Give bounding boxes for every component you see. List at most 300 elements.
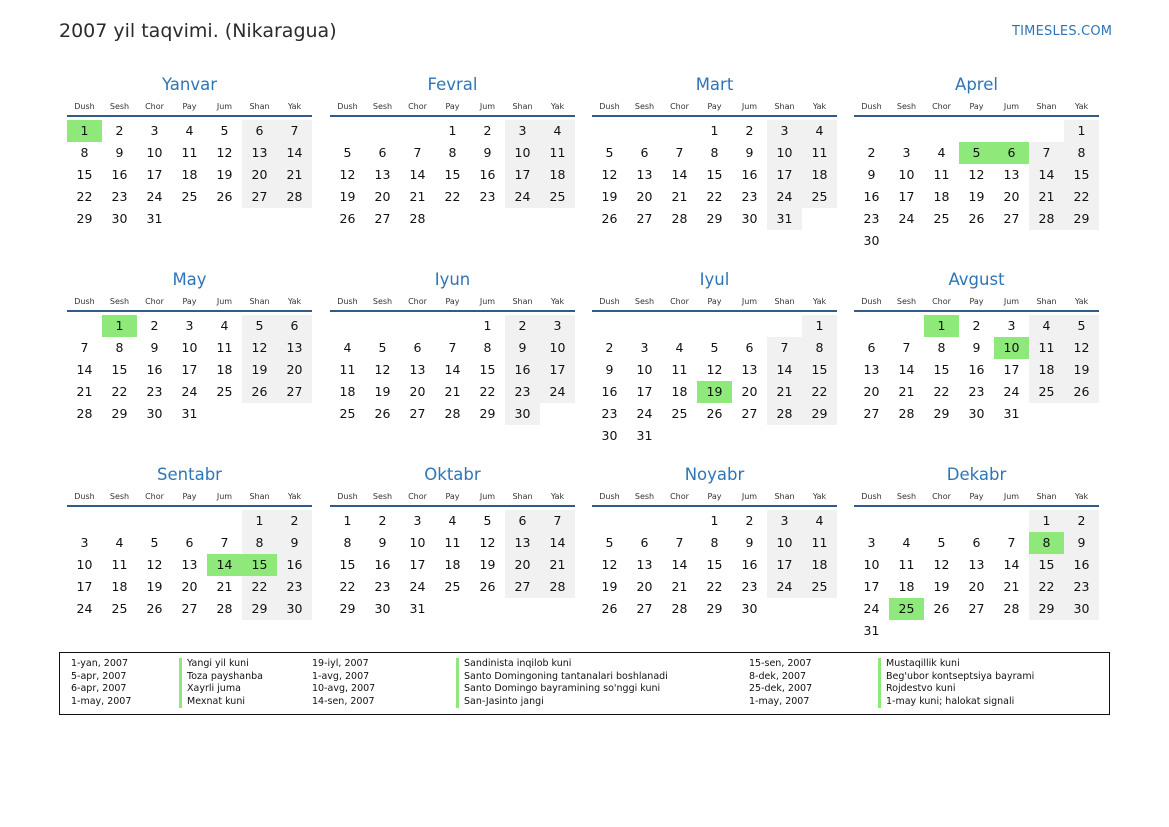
day-cell: 7 [220, 535, 229, 550]
day-cell: 13 [741, 362, 758, 377]
day-cell: 9 [1064, 532, 1099, 554]
day-cell: 12 [374, 362, 391, 377]
day-cell: 20 [636, 579, 653, 594]
day-cell: 3 [505, 120, 540, 142]
day-cell: 22 [933, 384, 950, 399]
weekday-label: Pay [969, 296, 984, 306]
empty-cell [592, 120, 627, 142]
day-cell: 24 [636, 406, 653, 421]
day-cell: 4 [115, 535, 124, 550]
legend-date: 15-sen, 2007 [749, 658, 812, 669]
empty-cell [924, 510, 959, 532]
day-cell: 15 [76, 167, 93, 182]
day-cell: 23 [505, 381, 540, 403]
empty-cell [365, 315, 400, 337]
day-cell: 16 [111, 167, 128, 182]
day-cell: 13 [242, 142, 277, 164]
day-cell: 22 [802, 381, 837, 403]
day-cell: 29 [706, 601, 723, 616]
day-cell: 21 [1003, 579, 1020, 594]
day-cell: 11 [898, 557, 915, 572]
day-cell: 26 [706, 406, 723, 421]
day-cell: 6 [277, 315, 312, 337]
day-cell: 20 [374, 189, 391, 204]
empty-cell [994, 510, 1029, 532]
weekday-label: Jum [1003, 491, 1020, 501]
day-cell: 13 [636, 557, 653, 572]
day-cell: 1 [802, 315, 837, 337]
month-sentabr [67, 463, 312, 620]
weekday-label: Dush [337, 101, 358, 111]
day-grid [592, 120, 837, 230]
month-avgust [854, 268, 1099, 425]
holiday-day-cell: 1 [924, 315, 959, 337]
holiday-day-cell: 1 [67, 120, 102, 142]
empty-cell [330, 120, 365, 142]
day-cell: 28 [767, 403, 802, 425]
day-cell: 17 [767, 164, 802, 186]
day-cell: 27 [636, 211, 653, 226]
day-cell: 28 [409, 211, 426, 226]
day-cell: 16 [741, 557, 758, 572]
weekday-label: Dush [74, 296, 95, 306]
day-cell: 19 [479, 557, 496, 572]
month-name: May [172, 270, 207, 289]
day-cell: 21 [216, 579, 233, 594]
day-cell: 2 [745, 513, 754, 528]
day-cell: 20 [242, 164, 277, 186]
day-cell: 14 [444, 362, 461, 377]
day-cell: 29 [706, 211, 723, 226]
legend-names-col-3 [878, 658, 1034, 708]
day-cell: 28 [216, 601, 233, 616]
day-cell: 18 [802, 164, 837, 186]
legend-holiday-name: Santo Domingo bayramining so'nggi kuni [456, 683, 668, 696]
day-cell: 3 [150, 123, 159, 138]
day-cell: 15 [802, 359, 837, 381]
day-cell: 23 [601, 406, 618, 421]
day-cell: 10 [540, 337, 575, 359]
day-grid [330, 315, 575, 425]
month-name: Aprel [955, 75, 998, 94]
day-cell: 27 [277, 381, 312, 403]
day-cell: 24 [767, 186, 802, 208]
weekday-label: Chor [408, 296, 427, 306]
day-cell: 25 [111, 601, 128, 616]
day-grid [592, 315, 837, 447]
empty-cell [889, 315, 924, 337]
day-cell: 24 [146, 189, 163, 204]
day-cell: 9 [605, 362, 614, 377]
day-cell: 8 [1064, 142, 1099, 164]
holiday-day-cell: 19 [697, 381, 732, 403]
day-cell: 7 [277, 120, 312, 142]
day-cell: 19 [374, 384, 391, 399]
weekday-label: Chor [932, 491, 951, 501]
weekday-label: Chor [145, 296, 164, 306]
empty-cell [854, 315, 889, 337]
day-cell: 2 [972, 318, 981, 333]
weekday-label: Jum [741, 296, 758, 306]
day-cell: 7 [1007, 535, 1016, 550]
day-cell: 21 [409, 189, 426, 204]
day-cell: 14 [898, 362, 915, 377]
day-grid [67, 120, 312, 230]
day-cell: 12 [339, 167, 356, 182]
weekday-label: Sesh [109, 491, 130, 501]
day-cell: 30 [1064, 598, 1099, 620]
day-cell: 14 [277, 142, 312, 164]
day-cell: 29 [1064, 208, 1099, 230]
day-cell: 13 [181, 557, 198, 572]
day-cell: 29 [111, 406, 128, 421]
day-cell: 21 [444, 384, 461, 399]
weekday-header [330, 487, 575, 507]
day-cell: 25 [802, 576, 837, 598]
day-cell: 9 [867, 167, 876, 182]
day-cell: 29 [479, 406, 496, 421]
day-cell: 30 [741, 211, 758, 226]
day-cell: 21 [671, 189, 688, 204]
day-cell: 22 [111, 384, 128, 399]
day-cell: 28 [671, 211, 688, 226]
weekday-header [592, 487, 837, 507]
day-cell: 13 [374, 167, 391, 182]
weekday-label: Sesh [896, 491, 917, 501]
legend-holiday-name: Xayrli juma [179, 683, 263, 696]
day-cell: 25 [802, 186, 837, 208]
month-name: Iyul [699, 270, 730, 289]
weekday-label: Sesh [372, 491, 393, 501]
day-cell: 29 [339, 601, 356, 616]
day-cell: 8 [343, 535, 352, 550]
day-cell: 29 [1029, 598, 1064, 620]
day-cell: 1 [448, 123, 457, 138]
weekday-label: Chor [408, 491, 427, 501]
day-cell: 5 [150, 535, 159, 550]
day-cell: 5 [242, 315, 277, 337]
day-cell: 27 [636, 601, 653, 616]
empty-cell [365, 120, 400, 142]
weekday-label: Chor [145, 491, 164, 501]
day-cell: 5 [343, 145, 352, 160]
day-cell: 5 [605, 145, 614, 160]
legend-holiday-name: Yangi yil kuni [179, 658, 263, 671]
weekday-label: Shan [774, 101, 795, 111]
day-cell: 13 [968, 557, 985, 572]
day-cell: 10 [505, 142, 540, 164]
day-cell: 20 [409, 384, 426, 399]
day-cell: 19 [339, 189, 356, 204]
day-cell: 10 [76, 557, 93, 572]
day-cell: 21 [767, 381, 802, 403]
day-cell: 18 [181, 167, 198, 182]
day-cell: 8 [710, 535, 719, 550]
weekday-label: Jum [216, 296, 233, 306]
day-cell: 17 [767, 554, 802, 576]
day-cell: 12 [479, 535, 496, 550]
day-cell: 19 [146, 579, 163, 594]
empty-cell [924, 120, 959, 142]
weekday-header [854, 97, 1099, 117]
weekday-label: Yak [812, 296, 827, 306]
day-cell: 25 [444, 579, 461, 594]
weekday-label: Chor [670, 101, 689, 111]
day-cell: 6 [745, 340, 754, 355]
day-cell: 17 [409, 557, 426, 572]
month-iyul [592, 268, 837, 447]
day-cell: 14 [409, 167, 426, 182]
day-cell: 30 [277, 598, 312, 620]
legend-holiday-name: Santo Domingoning tantanalari boshlanadi [456, 671, 668, 684]
day-cell: 6 [185, 535, 194, 550]
day-cell: 24 [505, 186, 540, 208]
day-cell: 23 [479, 189, 496, 204]
day-cell: 26 [601, 601, 618, 616]
day-cell: 16 [146, 362, 163, 377]
day-cell: 7 [767, 337, 802, 359]
day-cell: 30 [146, 406, 163, 421]
day-cell: 18 [898, 579, 915, 594]
day-cell: 7 [675, 145, 684, 160]
legend-dates-col-2 [312, 658, 375, 708]
empty-cell [67, 510, 102, 532]
legend-names-col-1 [179, 658, 263, 708]
day-cell: 12 [242, 337, 277, 359]
weekday-header [67, 292, 312, 312]
day-cell: 2 [378, 513, 387, 528]
day-cell: 12 [1064, 337, 1099, 359]
month-name: Oktabr [424, 465, 481, 484]
day-cell: 15 [1064, 164, 1099, 186]
weekday-label: Sesh [634, 491, 655, 501]
day-cell: 30 [505, 403, 540, 425]
legend-date: 19-iyl, 2007 [312, 658, 369, 669]
day-cell: 14 [671, 557, 688, 572]
day-grid [854, 120, 1099, 252]
day-cell: 1 [710, 123, 719, 138]
day-cell: 26 [374, 406, 391, 421]
day-cell: 30 [601, 428, 618, 443]
day-cell: 7 [902, 340, 911, 355]
weekday-label: Dush [337, 296, 358, 306]
day-cell: 31 [863, 623, 880, 638]
day-cell: 23 [277, 576, 312, 598]
day-cell: 20 [1003, 189, 1020, 204]
day-cell: 18 [216, 362, 233, 377]
day-cell: 26 [479, 579, 496, 594]
day-cell: 11 [181, 145, 198, 160]
day-cell: 28 [76, 406, 93, 421]
day-cell: 22 [1064, 186, 1099, 208]
day-cell: 23 [968, 384, 985, 399]
day-cell: 1 [710, 513, 719, 528]
weekday-label: Chor [408, 101, 427, 111]
weekday-label: Chor [670, 296, 689, 306]
day-cell: 22 [479, 384, 496, 399]
day-cell: 30 [741, 601, 758, 616]
day-cell: 29 [242, 598, 277, 620]
weekday-label: Shan [774, 491, 795, 501]
day-grid [330, 510, 575, 620]
day-cell: 18 [671, 384, 688, 399]
empty-cell [994, 120, 1029, 142]
day-cell: 3 [640, 340, 649, 355]
day-cell: 3 [540, 315, 575, 337]
day-cell: 27 [181, 601, 198, 616]
weekday-label: Yak [287, 101, 302, 111]
day-cell: 16 [277, 554, 312, 576]
day-cell: 4 [448, 513, 457, 528]
day-cell: 2 [277, 510, 312, 532]
day-cell: 19 [968, 189, 985, 204]
month-mart [592, 73, 837, 230]
weekday-label: Dush [599, 296, 620, 306]
day-cell: 11 [1029, 337, 1064, 359]
day-cell: 27 [863, 406, 880, 421]
holiday-day-cell: 15 [242, 554, 277, 576]
legend-holiday-name: San-Jasinto jangi [456, 696, 668, 709]
day-cell: 17 [76, 579, 93, 594]
weekday-label: Shan [249, 296, 270, 306]
empty-cell [137, 510, 172, 532]
weekday-label: Yak [550, 491, 565, 501]
legend-date: 14-sen, 2007 [312, 695, 375, 707]
day-cell: 27 [409, 406, 426, 421]
day-cell: 22 [76, 189, 93, 204]
day-cell: 20 [636, 189, 653, 204]
month-name: Noyabr [684, 465, 745, 484]
day-cell: 17 [146, 167, 163, 182]
empty-cell [959, 510, 994, 532]
weekday-label: Chor [670, 491, 689, 501]
day-cell: 1 [343, 513, 352, 528]
day-cell: 19 [1064, 359, 1099, 381]
day-cell: 16 [479, 167, 496, 182]
day-cell: 10 [146, 145, 163, 160]
legend-date: 10-avg, 2007 [312, 683, 376, 695]
day-cell: 14 [1003, 557, 1020, 572]
weekday-label: Pay [445, 101, 460, 111]
day-cell: 10 [409, 535, 426, 550]
day-cell: 8 [483, 340, 492, 355]
day-grid [67, 315, 312, 425]
day-cell: 5 [605, 535, 614, 550]
weekday-label: Yak [287, 491, 302, 501]
day-cell: 15 [111, 362, 128, 377]
weekday-label: Jum [741, 101, 758, 111]
day-cell: 3 [413, 513, 422, 528]
holiday-day-cell: 25 [889, 598, 924, 620]
legend-date: 5-apr, 2007 [71, 670, 127, 682]
holiday-day-cell: 14 [207, 554, 242, 576]
weekday-label: Jum [479, 296, 496, 306]
day-cell: 15 [933, 362, 950, 377]
day-cell: 10 [767, 142, 802, 164]
day-cell: 10 [181, 340, 198, 355]
day-cell: 9 [505, 337, 540, 359]
day-cell: 25 [933, 211, 950, 226]
weekday-label: Dush [861, 491, 882, 501]
empty-cell [854, 510, 889, 532]
day-cell: 26 [242, 381, 277, 403]
day-cell: 11 [111, 557, 128, 572]
weekday-header [592, 292, 837, 312]
weekday-label: Dush [861, 101, 882, 111]
day-cell: 20 [505, 554, 540, 576]
month-name: Avgust [948, 270, 1005, 289]
day-cell: 28 [898, 406, 915, 421]
day-cell: 5 [710, 340, 719, 355]
day-cell: 23 [111, 189, 128, 204]
day-cell: 21 [76, 384, 93, 399]
day-cell: 27 [968, 601, 985, 616]
day-cell: 17 [898, 189, 915, 204]
day-cell: 25 [540, 186, 575, 208]
day-cell: 29 [802, 403, 837, 425]
day-cell: 11 [339, 362, 356, 377]
day-cell: 26 [339, 211, 356, 226]
day-cell: 25 [216, 384, 233, 399]
day-cell: 24 [863, 601, 880, 616]
day-grid [330, 120, 575, 230]
weekday-label: Dush [337, 491, 358, 501]
day-cell: 26 [968, 211, 985, 226]
day-cell: 17 [863, 579, 880, 594]
day-cell: 31 [767, 208, 802, 230]
day-cell: 10 [898, 167, 915, 182]
weekday-header [592, 97, 837, 117]
day-cell: 4 [185, 123, 194, 138]
empty-cell [627, 120, 662, 142]
day-cell: 22 [242, 576, 277, 598]
day-cell: 25 [1029, 381, 1064, 403]
empty-cell [102, 510, 137, 532]
weekday-label: Pay [707, 101, 722, 111]
weekday-label: Sesh [109, 101, 130, 111]
day-cell: 21 [277, 164, 312, 186]
day-cell: 20 [741, 384, 758, 399]
weekday-label: Chor [145, 101, 164, 111]
legend-date: 1-may, 2007 [71, 695, 132, 707]
holiday-day-cell: 6 [994, 142, 1029, 164]
day-cell: 17 [181, 362, 198, 377]
day-cell: 16 [374, 557, 391, 572]
weekday-label: Jum [741, 491, 758, 501]
weekday-label: Dush [599, 491, 620, 501]
empty-cell [732, 315, 767, 337]
page-title: 2007 yil taqvimi. (Nikaragua) [59, 20, 337, 42]
day-cell: 3 [767, 120, 802, 142]
day-cell: 25 [181, 189, 198, 204]
weekday-label: Pay [182, 101, 197, 111]
day-cell: 4 [802, 510, 837, 532]
day-cell: 22 [706, 579, 723, 594]
day-cell: 22 [339, 579, 356, 594]
legend-date: 1-may, 2007 [749, 695, 810, 707]
day-cell: 13 [505, 532, 540, 554]
day-cell: 28 [671, 601, 688, 616]
month-name: Mart [695, 75, 734, 94]
day-cell: 29 [933, 406, 950, 421]
weekday-label: Shan [1036, 491, 1057, 501]
weekday-label: Pay [182, 296, 197, 306]
day-cell: 31 [409, 601, 426, 616]
legend-holiday-name: Mexnat kuni [179, 696, 263, 709]
site-link[interactable]: TIMESLES.COM [1012, 24, 1113, 39]
day-cell: 5 [1064, 315, 1099, 337]
day-cell: 16 [1064, 554, 1099, 576]
